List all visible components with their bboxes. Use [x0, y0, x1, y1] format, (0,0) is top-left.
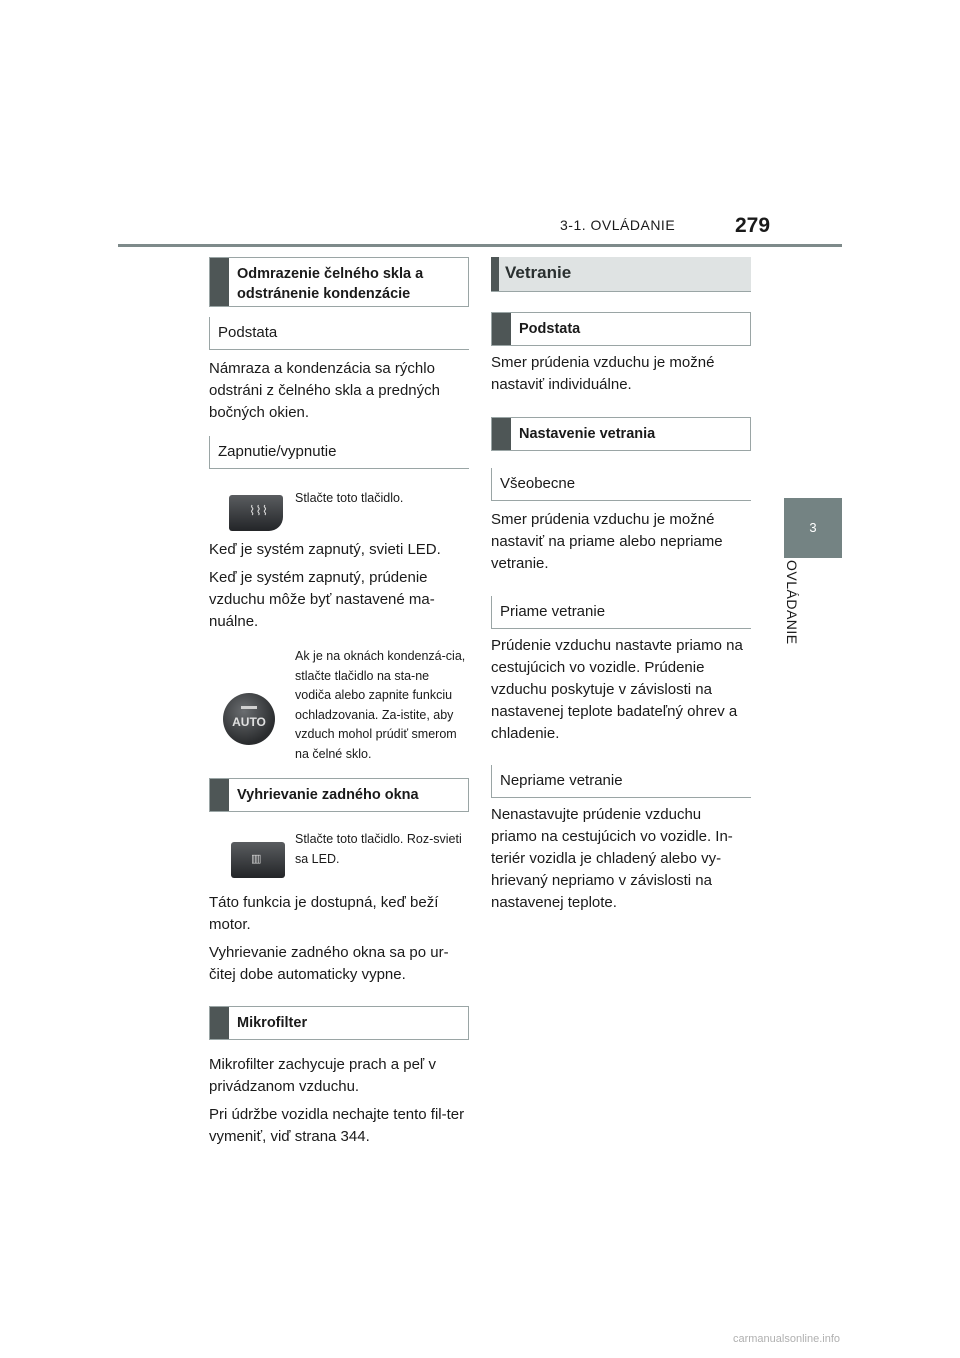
paragraph-manual: Keď je systém zapnutý, prúdenie vzduchu môže byť nastavené ma-nuálne. [209, 569, 435, 630]
paragraph-auto-off: Vyhrievanie zadného okna sa po ur-čitej dobe automaticky vypne. [209, 944, 449, 983]
icon-row-defrost [209, 491, 469, 531]
chapter-tab: 3 [784, 498, 842, 558]
footer-watermark: carmanualsonline.info [732, 1333, 840, 1345]
windshield-defrost-button-icon: ⌇⌇⌇ [229, 495, 283, 531]
subhead-onoff: Zapnutie/vypnutie [209, 436, 469, 469]
paragraph-basics: Námraza a kondenzácia sa rýchlo odstráni z čelného skla a predných bočných okien. [209, 360, 440, 421]
paragraph-direct: Prúdenie vzduchu nastavte priamo na cestujúcich vo vozidle. Prúdenie vzduchu poskytuje v závislosti na nastavenej teplote badateľný ohrev a chladenie. [491, 637, 743, 742]
paragraph-engine: Táto funkcia je dostupná, keď beží motor. [209, 894, 439, 933]
rear-window-heating-button-icon: ▥ [231, 842, 285, 878]
paragraph-filter-2: Pri údržbe vozidla nechajte tento fil-ter vymeniť, viď strana 344. [209, 1106, 465, 1145]
left-column [209, 257, 469, 1154]
subhead-basics: Podstata [209, 317, 469, 350]
icon-row-auto [209, 647, 469, 764]
header-rule [118, 244, 842, 247]
heading-defrost: Odmrazenie čelného skla a odstránenie kondenzácie [209, 257, 469, 307]
icon-text-rear: Stlačte toto tlačidlo. Roz-svieti sa LED. [295, 832, 462, 866]
heading-rear-heating: Vyhrievanie zadného okna [209, 778, 469, 812]
subhead-direct: Priame vetranie [491, 596, 751, 629]
heading-vent-setting: Nastavenie vetrania [491, 417, 751, 451]
right-column [491, 257, 751, 920]
heading-ventilation: Vetranie [491, 257, 751, 292]
paragraph-filter-1: Mikrofilter zachycuje prach a peľ v privádzanom vzduchu. [209, 1056, 436, 1095]
heading-basics: Podstata [491, 312, 751, 346]
section-label: 3-1. OVLÁDANIE [560, 217, 676, 233]
subhead-indirect: Nepriame vetranie [491, 765, 751, 798]
paragraph-general: Smer prúdenia vzduchu je možné nastaviť na priame alebo nepriame vetranie. [491, 511, 723, 572]
paragraph-led: Keď je systém zapnutý, svieti LED. [209, 541, 441, 558]
chapter-label: OVLÁDANIE [784, 560, 800, 645]
paragraph-indirect: Nenastavujte prúdenie vzduchu priamo na cestujúcich vo vozidle. In-teriér vozidla je chladený alebo vy-hrievaný nepriamo v závislosti na nastavenej teplote. [491, 806, 733, 911]
auto-button-icon: AUTO [223, 693, 275, 745]
icon-row-rear [209, 830, 469, 878]
subhead-general: Všeobecne [491, 468, 751, 501]
icon-text-auto: Ak je na oknách kondenzá-cia, stlačte tlačidlo na sta-ne vodiča alebo zapnite funkciu ochladzovania. Za-istite, aby vzduch mohol prúdiť smerom na čelné sklo. [295, 649, 466, 761]
page-number: 279 [735, 214, 771, 237]
icon-text-defrost: Stlačte toto tlačidlo. [295, 491, 404, 505]
heading-microfilter: Mikrofilter [209, 1006, 469, 1040]
paragraph-vent-basics: Smer prúdenia vzduchu je možné nastaviť individuálne. [491, 354, 715, 393]
